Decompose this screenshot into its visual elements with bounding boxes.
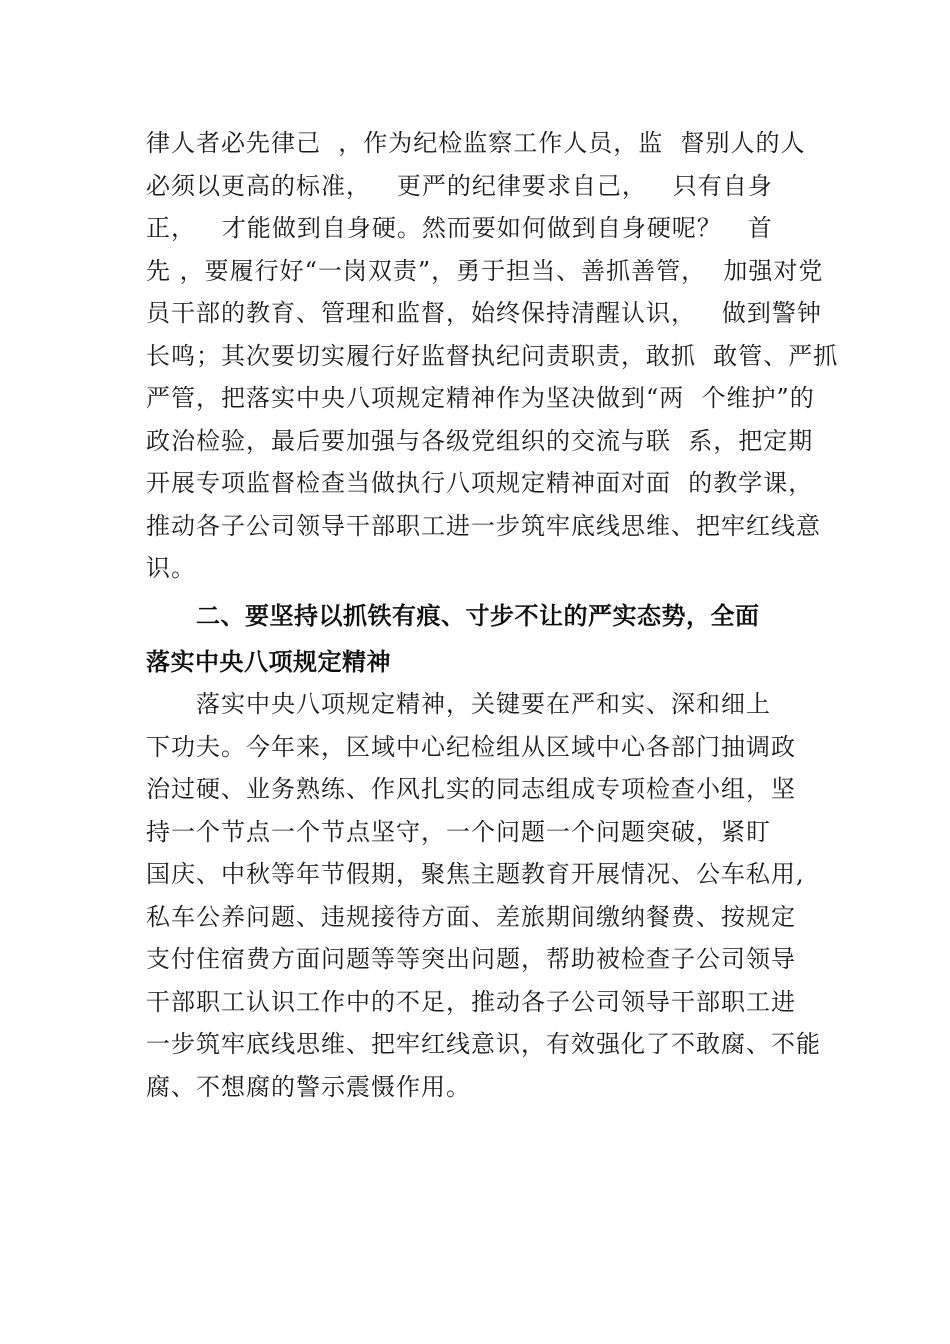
paragraph-2-line-9: 一步筑牢底线思维、把牢红线意识，有效强化了不敢腐、不能 xyxy=(146,1030,821,1058)
paragraph-2-line-4: 持一个节点一个节点坚守，一个问题一个问题突破，紧盯 xyxy=(146,818,771,846)
paragraph-1-line-7: 严管，把落实中央八项规定精神作为坚决做到“两 个维护”的 xyxy=(146,384,815,412)
paragraph-2-line-3: 治过硬、业务熟练、作风扎实的同志组成专项检查小组，坚 xyxy=(146,775,796,803)
paragraph-1-line-3: 正， 才能做到自身硬。然而要如何做到自身硬呢？ 首 xyxy=(146,214,773,242)
paragraph-2-line-5: 国庆、中秋等年节假期，聚焦主题教育开展情况、公车私用, xyxy=(146,860,805,888)
paragraph-1-line-6: 长鸣；其次要切实履行好监督执纪问责职责，敢抓 敢管、严抓 xyxy=(146,342,839,370)
paragraph-1-line-2: 必须以更高的标准， 更严的纪律要求自己， 只有自身 xyxy=(146,172,773,200)
section-heading-line-1: 二、要坚持以抓铁有痕、寸步不让的严实态势，全面 xyxy=(196,602,760,630)
paragraph-2-line-1: 落实中央八项规定精神，关键要在严和实、深和细上 xyxy=(196,690,771,718)
paragraph-2-line-2: 下功夫。今年来，区域中心纪检组从区域中心各部门抽调政 xyxy=(146,733,796,761)
paragraph-1-line-8: 政治检验，最后要加强与各级党组织的交流与联 系，把定期 xyxy=(146,427,814,455)
paragraph-2-line-7: 支付住宿费方面问题等等突出问题，帮助被检查子公司领导 xyxy=(146,945,796,973)
paragraph-2-line-8: 干部职工认识工作中的不足，推动各子公司领导干部职工进 xyxy=(146,988,796,1016)
paragraph-1-line-4: 先 ，要履行好“一岗双责”，勇于担当、善抓善管， 加强对党 xyxy=(146,257,824,285)
section-heading-line-2: 落实中央八项规定精神 xyxy=(146,648,391,676)
paragraph-1-line-5: 员干部的教育、管理和监督，始终保持清醒认识， 做到警钟 xyxy=(146,299,822,327)
paragraph-1-line-9: 开展专项监督检查当做执行八项规定精神面对面 的教学课， xyxy=(146,469,814,497)
paragraph-1-line-10: 推动各子公司领导干部职工进一步筑牢底线思维、把牢红线意 xyxy=(146,512,821,540)
paragraph-1-line-11: 识。 xyxy=(146,554,196,582)
paragraph-2-line-6: 私车公养问题、违规接待方面、差旅期间缴纳餐费、按规定 xyxy=(146,903,796,931)
paragraph-1-line-1: 律人者必先律己 ，作为纪检监察工作人员，监 督别人的人 xyxy=(146,129,806,157)
paragraph-2-line-10: 腐、不想腐的警示震慑作用。 xyxy=(146,1073,471,1101)
